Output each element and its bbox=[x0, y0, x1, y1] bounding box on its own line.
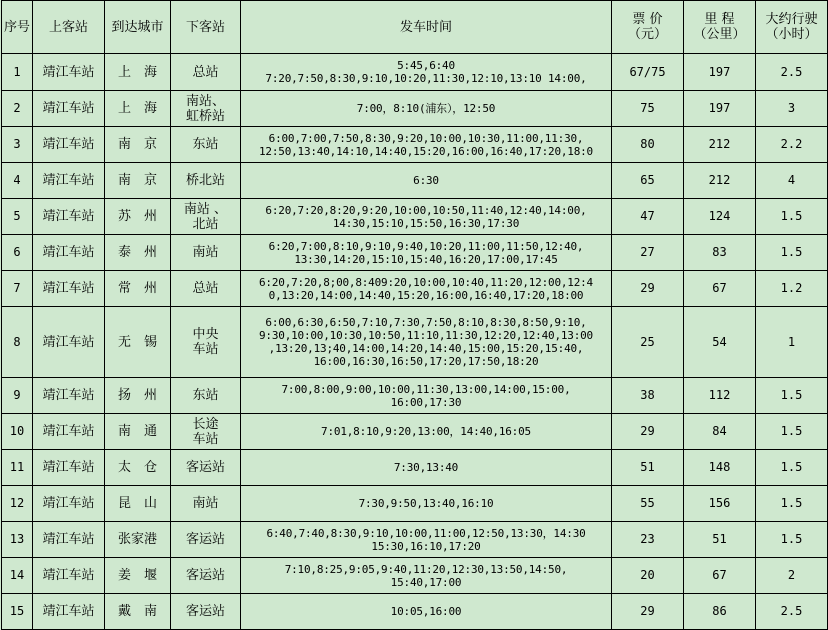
row-duration: 1 bbox=[756, 307, 828, 378]
row-arrival-station: 南站 、 北站 bbox=[171, 199, 241, 235]
row-from-station: 靖江车站 bbox=[33, 54, 105, 91]
row-from-station: 靖江车站 bbox=[33, 199, 105, 235]
row-price: 23 bbox=[612, 522, 684, 558]
row-no: 7 bbox=[2, 271, 33, 307]
row-distance: 54 bbox=[684, 307, 756, 378]
row-no: 14 bbox=[2, 558, 33, 594]
row-price: 47 bbox=[612, 199, 684, 235]
row-no: 13 bbox=[2, 522, 33, 558]
row-departure-times: 7:01,8:10,9:20,13:00，14:40,16:05 bbox=[241, 414, 612, 450]
row-arrival-station: 总站 bbox=[171, 54, 241, 91]
header-to: 下客站 bbox=[171, 1, 241, 54]
row-arrival-station: 客运站 bbox=[171, 450, 241, 486]
row-price: 38 bbox=[612, 378, 684, 414]
table-row bbox=[2, 127, 828, 163]
table-row bbox=[2, 91, 828, 127]
row-duration: 1.5 bbox=[756, 522, 828, 558]
header-no: 序号 bbox=[2, 1, 33, 54]
row-departure-times: 7:00,8:00,9:00,10:00,11:30,13:00,14:00,15:00, 16:00,17:30 bbox=[241, 378, 612, 414]
row-no: 4 bbox=[2, 163, 33, 199]
row-from-station: 靖江车站 bbox=[33, 127, 105, 163]
row-no: 5 bbox=[2, 199, 33, 235]
row-price: 29 bbox=[612, 271, 684, 307]
row-arrival-station: 客运站 bbox=[171, 558, 241, 594]
table-row bbox=[2, 594, 828, 630]
row-no: 10 bbox=[2, 414, 33, 450]
row-duration: 2.5 bbox=[756, 54, 828, 91]
header-row bbox=[2, 1, 828, 54]
row-distance: 67 bbox=[684, 271, 756, 307]
row-arrival-station: 中央 车站 bbox=[171, 307, 241, 378]
table-row bbox=[2, 450, 828, 486]
row-from-station: 靖江车站 bbox=[33, 91, 105, 127]
row-arrival-station: 东站 bbox=[171, 127, 241, 163]
row-arrival-station: 南站、 虹桥站 bbox=[171, 91, 241, 127]
row-departure-times: 6:20,7:20,8;00,8:409:20,10:00,10:40,11:20,12:00,12:4 0,13:20,14:00,14:40,15:20,16:00,16:40,17:20,18:00 bbox=[241, 271, 612, 307]
row-destination-city: 戴 南 bbox=[105, 594, 171, 630]
table-row bbox=[2, 558, 828, 594]
row-duration: 1.5 bbox=[756, 414, 828, 450]
row-from-station: 靖江车站 bbox=[33, 307, 105, 378]
row-from-station: 靖江车站 bbox=[33, 163, 105, 199]
row-destination-city: 泰 州 bbox=[105, 235, 171, 271]
row-arrival-station: 南站 bbox=[171, 486, 241, 522]
row-from-station: 靖江车站 bbox=[33, 486, 105, 522]
row-distance: 67 bbox=[684, 558, 756, 594]
row-from-station: 靖江车站 bbox=[33, 522, 105, 558]
row-distance: 197 bbox=[684, 54, 756, 91]
row-destination-city: 昆 山 bbox=[105, 486, 171, 522]
row-departure-times: 7:00，8:10(浦东），12:50 bbox=[241, 91, 612, 127]
row-departure-times: 10:05,16:00 bbox=[241, 594, 612, 630]
row-duration: 2 bbox=[756, 558, 828, 594]
row-from-station: 靖江车站 bbox=[33, 450, 105, 486]
row-distance: 51 bbox=[684, 522, 756, 558]
row-duration: 2.2 bbox=[756, 127, 828, 163]
row-destination-city: 张家港 bbox=[105, 522, 171, 558]
row-arrival-station: 东站 bbox=[171, 378, 241, 414]
row-duration: 1.5 bbox=[756, 199, 828, 235]
row-price: 80 bbox=[612, 127, 684, 163]
row-duration: 1.5 bbox=[756, 486, 828, 522]
table-row bbox=[2, 235, 828, 271]
row-destination-city: 苏 州 bbox=[105, 199, 171, 235]
row-distance: 124 bbox=[684, 199, 756, 235]
row-from-station: 靖江车站 bbox=[33, 378, 105, 414]
row-destination-city: 上 海 bbox=[105, 91, 171, 127]
row-no: 3 bbox=[2, 127, 33, 163]
row-no: 8 bbox=[2, 307, 33, 378]
row-departure-times: 7:10,8:25,9:05,9:40,11:20,12:30,13:50,14:50, 15:40,17:00 bbox=[241, 558, 612, 594]
row-arrival-station: 长途 车站 bbox=[171, 414, 241, 450]
row-distance: 83 bbox=[684, 235, 756, 271]
row-departure-times: 5:45,6:40 7:20,7:50,8:30,9:10,10:20,11:30,12:10,13:10 14:00, bbox=[241, 54, 612, 91]
row-duration: 1.5 bbox=[756, 235, 828, 271]
header-duration: 大约行驶 （小时） bbox=[756, 1, 828, 54]
row-distance: 197 bbox=[684, 91, 756, 127]
table-row bbox=[2, 54, 828, 91]
table-row bbox=[2, 199, 828, 235]
row-departure-times: 6:20,7:00,8:10,9:10,9:40,10:20,11:00,11:50,12:40, 13:30,14:20,15:10,15:40,16:20,17:00,17:45 bbox=[241, 235, 612, 271]
row-no: 6 bbox=[2, 235, 33, 271]
row-duration: 1.5 bbox=[756, 450, 828, 486]
row-no: 15 bbox=[2, 594, 33, 630]
table-row bbox=[2, 378, 828, 414]
table-row bbox=[2, 307, 828, 378]
row-from-station: 靖江车站 bbox=[33, 558, 105, 594]
table-body bbox=[2, 54, 828, 630]
row-price: 65 bbox=[612, 163, 684, 199]
row-duration: 4 bbox=[756, 163, 828, 199]
row-departure-times: 6:30 bbox=[241, 163, 612, 199]
row-departure-times: 6:20,7:20,8:20,9:20,10:00,10:50,11:40,12:40,14:00, 14:30,15:10,15:50,16:30,17:30 bbox=[241, 199, 612, 235]
row-from-station: 靖江车站 bbox=[33, 594, 105, 630]
row-distance: 156 bbox=[684, 486, 756, 522]
row-destination-city: 上 海 bbox=[105, 54, 171, 91]
row-arrival-station: 总站 bbox=[171, 271, 241, 307]
row-arrival-station: 桥北站 bbox=[171, 163, 241, 199]
header-city: 到达城市 bbox=[105, 1, 171, 54]
row-duration: 1.2 bbox=[756, 271, 828, 307]
row-price: 25 bbox=[612, 307, 684, 378]
row-departure-times: 7:30,9:50,13:40,16:10 bbox=[241, 486, 612, 522]
row-price: 20 bbox=[612, 558, 684, 594]
bus-schedule-table bbox=[1, 0, 828, 630]
row-destination-city: 太 仓 bbox=[105, 450, 171, 486]
row-no: 1 bbox=[2, 54, 33, 91]
row-price: 27 bbox=[612, 235, 684, 271]
row-destination-city: 南 京 bbox=[105, 163, 171, 199]
table-row bbox=[2, 486, 828, 522]
row-price: 29 bbox=[612, 414, 684, 450]
row-price: 29 bbox=[612, 594, 684, 630]
row-destination-city: 常 州 bbox=[105, 271, 171, 307]
row-destination-city: 姜 堰 bbox=[105, 558, 171, 594]
table-row bbox=[2, 271, 828, 307]
row-duration: 3 bbox=[756, 91, 828, 127]
row-destination-city: 南 通 bbox=[105, 414, 171, 450]
row-from-station: 靖江车站 bbox=[33, 271, 105, 307]
row-distance: 212 bbox=[684, 163, 756, 199]
row-destination-city: 南 京 bbox=[105, 127, 171, 163]
row-distance: 148 bbox=[684, 450, 756, 486]
row-from-station: 靖江车站 bbox=[33, 235, 105, 271]
row-no: 2 bbox=[2, 91, 33, 127]
row-departure-times: 6:40,7:40,8:30,9:10,10:00,11:00,12:50,13:30，14:30 15:30,16:10,17:20 bbox=[241, 522, 612, 558]
row-distance: 112 bbox=[684, 378, 756, 414]
table-row bbox=[2, 414, 828, 450]
row-no: 12 bbox=[2, 486, 33, 522]
row-departure-times: 6:00,6:30,6:50,7:10,7:30,7:50,8:10,8:30,8:50,9:10, 9:30,10:00,10:30,10:50,11:10,11:30,12:20,12:40,13:00 ,13:20,13;40,14:00,14:20,14:40,15:00,15:20,15:40, 16:00,16:30,16:50,17:20,17:50,18:20 bbox=[241, 307, 612, 378]
header-distance: 里 程 （公里） bbox=[684, 1, 756, 54]
header-times: 发车时间 bbox=[241, 1, 612, 54]
row-duration: 2.5 bbox=[756, 594, 828, 630]
row-arrival-station: 客运站 bbox=[171, 522, 241, 558]
row-arrival-station: 客运站 bbox=[171, 594, 241, 630]
row-distance: 86 bbox=[684, 594, 756, 630]
row-price: 51 bbox=[612, 450, 684, 486]
header-from: 上客站 bbox=[33, 1, 105, 54]
row-distance: 212 bbox=[684, 127, 756, 163]
row-from-station: 靖江车站 bbox=[33, 414, 105, 450]
row-duration: 1.5 bbox=[756, 378, 828, 414]
table-row bbox=[2, 163, 828, 199]
row-no: 11 bbox=[2, 450, 33, 486]
row-destination-city: 无 锡 bbox=[105, 307, 171, 378]
row-destination-city: 扬 州 bbox=[105, 378, 171, 414]
header-price: 票 价 （元） bbox=[612, 1, 684, 54]
row-no: 9 bbox=[2, 378, 33, 414]
row-departure-times: 6:00,7:00,7:50,8:30,9:20,10:00,10:30,11:00,11:30, 12:50,13:40,14:10,14:40,15:20,16:00,16:40,17:20,18:0 bbox=[241, 127, 612, 163]
row-price: 55 bbox=[612, 486, 684, 522]
row-distance: 84 bbox=[684, 414, 756, 450]
row-price: 75 bbox=[612, 91, 684, 127]
row-arrival-station: 南站 bbox=[171, 235, 241, 271]
row-price: 67/75 bbox=[612, 54, 684, 91]
table-row bbox=[2, 522, 828, 558]
row-departure-times: 7:30,13:40 bbox=[241, 450, 612, 486]
